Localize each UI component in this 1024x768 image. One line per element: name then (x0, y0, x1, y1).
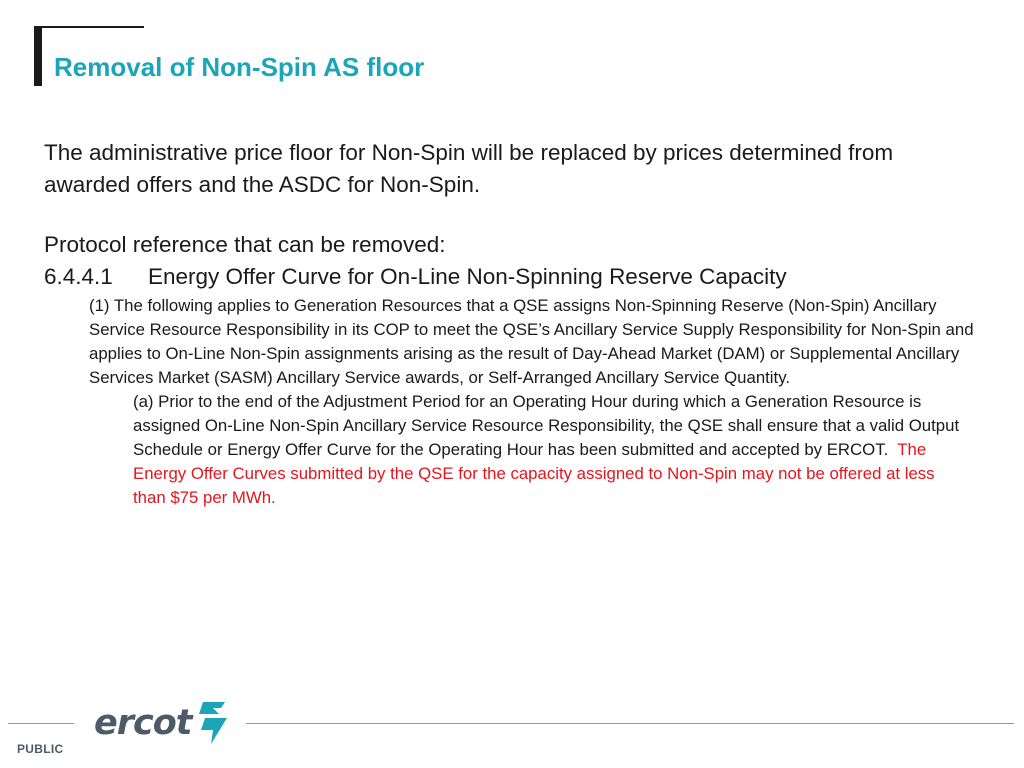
footer-divider-right (246, 723, 1014, 724)
paragraph-a-removed-text: The Energy Offer Curves submitted by the QSE for the capacity assigned to Non-Spin may not be offered at less than $75 per MWh. (133, 440, 935, 507)
spacer (44, 201, 974, 229)
slide-title: Removal of Non-Spin AS floor (54, 52, 425, 82)
paragraph-a (133, 390, 971, 510)
ercot-logo (94, 700, 229, 746)
title-accent-line (42, 26, 144, 28)
paragraph-1: (1) The following applies to Generation Resources that a QSE assigns Non-Spinning Reserve (Non-Spin) Ancillary Service Resource Responsibility in its COP to meet the QSE’s Ancillary Service Supply Responsibility for Non-Spin and applies to On-Line Non-Spin assignments arising as the result of Day-Ahead Market (DAM) or Supplemental Ancillary Services Market (SASM) Ancillary Service awards, or Self-Arranged Ancillary Service Quantity. (89, 296, 974, 387)
classification-label: PUBLIC (17, 742, 64, 756)
protocol-heading: Protocol reference that can be removed: (44, 232, 446, 257)
intro-text: The administrative price floor for Non-Spin will be replaced by prices determined from awarded offers and the ASDC for Non-Spin. (44, 140, 894, 197)
section-number: 6.4.4.1 (44, 264, 113, 289)
slide-content (44, 137, 974, 510)
logo-wordmark: ercot (94, 703, 192, 743)
lightning-bolt-icon (195, 700, 229, 746)
title-accent-bar (34, 26, 42, 86)
section-title: Energy Offer Curve for On-Line Non-Spinning Reserve Capacity (148, 264, 787, 289)
footer-divider-left (8, 723, 74, 724)
section-heading (44, 261, 974, 293)
paragraph-a-text: (a) Prior to the end of the Adjustment Period for an Operating Hour during which a Generation Resource is assigned On-Line Non-Spin Ancillary Service Resource Responsibility, the QSE shall ensure that a valid Output Schedule or Energy Offer Curve for the Operating Hour has been submitted and accepted by ERCOT. (133, 392, 960, 459)
